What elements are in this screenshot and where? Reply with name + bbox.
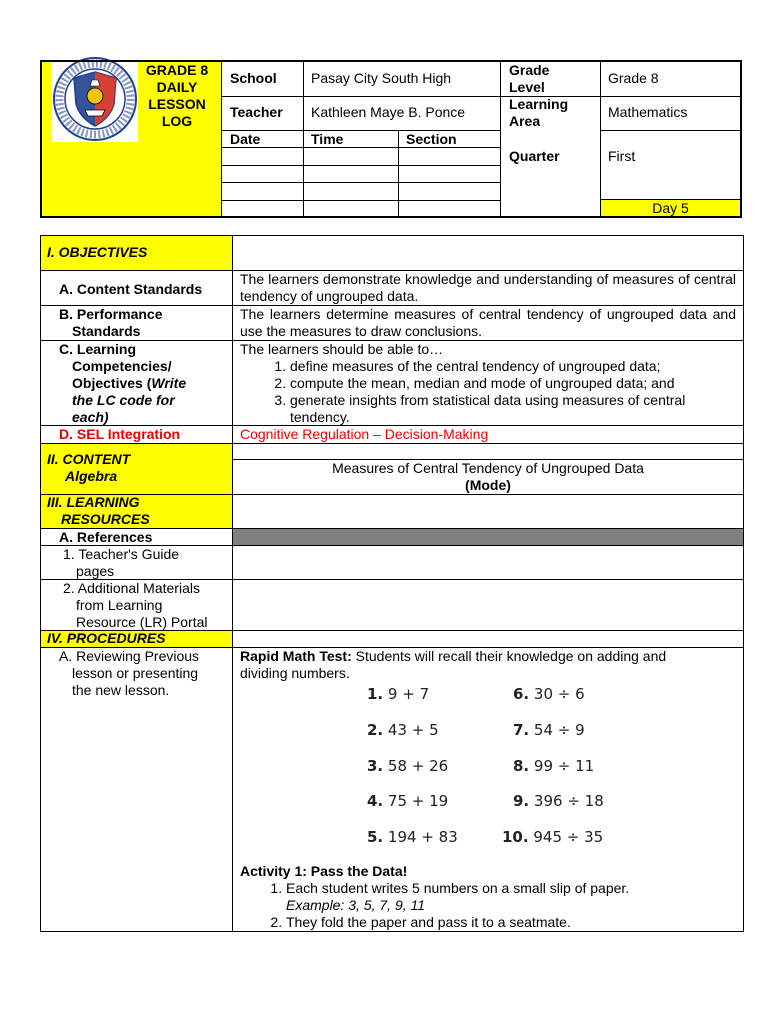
objectives-heading: I. OBJECTIVES: [47, 244, 148, 260]
header-title-line-1: GRADE 8: [145, 62, 209, 78]
competencies-label-line-5: each): [72, 409, 109, 425]
references-gray-bar: [233, 529, 743, 545]
header-title-line-2: DAILY: [156, 79, 198, 95]
math-item-2: [367, 721, 439, 739]
additional-materials-line-3: Resource (LR) Portal: [76, 614, 208, 630]
content-heading-sub: Algebra: [65, 468, 118, 484]
procedures-heading: IV. PROCEDURES: [47, 630, 166, 646]
math-item-1-num: 1.: [367, 685, 384, 703]
header-title-line-4: LOG: [161, 113, 193, 129]
performance-standards-label-line-2: Standards: [72, 323, 141, 339]
activity-1-step-1: [286, 880, 736, 914]
learning-area-label: Learning Area: [509, 96, 569, 129]
math-item-9-num: 9.: [513, 792, 530, 810]
competencies-content: [240, 341, 736, 426]
teacher-label: Teacher: [230, 104, 283, 120]
activity-1-step-2: 2. They fold the paper and pass it to a seatmate.: [286, 914, 736, 931]
activity-1-step-1-text: Each student writes 5 numbers on a small slip of paper.: [286, 880, 630, 896]
competency-item-3: 3. generate insights from statistical data using measures of central tendency.: [290, 392, 736, 426]
math-item-8: [513, 757, 594, 775]
competencies-label-line-1: C. Learning: [59, 341, 137, 357]
day-value: Day 5: [652, 200, 689, 216]
additional-materials-line-2: from Learning: [76, 597, 163, 613]
math-item-10-num: 10.: [502, 828, 529, 846]
performance-standards-text: The learners determine measures of central tendency of ungrouped data and use the measures to draw conclusions.: [240, 306, 736, 339]
math-item-7: [513, 721, 585, 739]
activity-1: [240, 863, 736, 931]
teachers-guide-line-2: pages: [76, 563, 115, 579]
math-item-3-expr: 58 + 26: [387, 757, 449, 775]
activity-1-steps: [240, 880, 736, 931]
math-item-7-num: 7.: [513, 721, 530, 739]
teacher-value: Kathleen Maye B. Ponce: [311, 104, 466, 120]
rapid-math-text-1: Students will recall their knowledge on adding and: [351, 648, 667, 664]
school-label: School: [230, 70, 277, 86]
quarter-label: Quarter: [509, 148, 560, 164]
time-label: Time: [311, 131, 344, 147]
competencies-label: [59, 341, 186, 426]
rapid-math-title: Rapid Math Test:: [240, 648, 352, 664]
content-heading-title: II. CONTENT: [47, 451, 131, 467]
resources-heading-line-2: RESOURCES: [61, 511, 150, 527]
competency-item-1: 1. define measures of the central tendency of ungrouped data;: [290, 358, 736, 375]
content-heading: [47, 451, 130, 485]
rapid-math-intro: [240, 648, 736, 682]
activity-1-example-text: Example: 3, 5, 7, 9, 11: [286, 897, 426, 913]
content-topic-sub: (Mode): [465, 477, 511, 493]
review-label-line-1: A. Reviewing Previous: [59, 648, 200, 664]
math-item-8-expr: 99 ÷ 11: [533, 757, 595, 775]
teachers-guide-line-1: 1. Teacher's Guide: [63, 546, 180, 562]
deped-seal-icon: [52, 56, 138, 142]
header-title: [134, 62, 220, 130]
sel-integration-text: Cognitive Regulation – Decision-Making: [240, 426, 489, 442]
math-item-5-num: 5.: [367, 828, 384, 846]
math-item-6-expr: 30 ÷ 6: [533, 685, 585, 703]
section-label: Section: [406, 131, 457, 147]
competencies-label-line-2: Competencies/: [72, 358, 172, 374]
math-item-6: [513, 685, 585, 703]
activity-1-example: [286, 897, 736, 914]
math-item-9: [513, 792, 604, 810]
additional-materials-label: [63, 580, 208, 631]
math-item-6-num: 6.: [513, 685, 530, 703]
math-item-4-expr: 75 + 19: [387, 792, 449, 810]
math-item-10-expr: 945 ÷ 35: [533, 828, 604, 846]
math-item-2-expr: 43 + 5: [387, 721, 439, 739]
grade-level-value: Grade 8: [608, 70, 659, 86]
additional-materials-line-1: 2. Additional Materials: [63, 580, 200, 596]
math-item-9-expr: 396 ÷ 18: [533, 792, 604, 810]
competencies-list: [240, 358, 736, 426]
date-label: Date: [230, 131, 261, 147]
math-item-10: [502, 828, 603, 846]
resources-heading: [47, 494, 150, 528]
math-test-left: [360, 677, 460, 857]
content-topic-title: Measures of Central Tendency of Ungrouped Data: [332, 460, 644, 476]
competencies-label-line-3: [59, 375, 186, 392]
content-standards-text: The learners demonstrate knowledge and understanding of measures of central tendency of ungrouped data.: [240, 271, 736, 304]
rapid-math-line-1: [240, 648, 736, 665]
learning-area-value: Mathematics: [608, 104, 688, 120]
math-item-1-expr: 9 + 7: [387, 685, 430, 703]
math-item-4-num: 4.: [367, 792, 384, 810]
math-test-right: [500, 677, 615, 857]
resources-heading-line-1: III. LEARNING: [47, 494, 140, 510]
math-item-3: [367, 757, 448, 775]
review-label-line-2: lesson or presenting: [72, 665, 199, 681]
header-title-line-3: LESSON: [148, 96, 206, 112]
rapid-math-line-2: dividing numbers.: [240, 665, 350, 681]
competencies-label-line-4: the LC code for: [72, 392, 175, 408]
content-standards-label: A. Content Standards: [59, 281, 203, 297]
math-item-1: [367, 685, 429, 703]
math-item-5: [367, 828, 458, 846]
math-item-8-num: 8.: [513, 757, 530, 775]
competencies-intro: The learners should be able to…: [240, 341, 444, 357]
math-item-2-num: 2.: [367, 721, 384, 739]
school-value: Pasay City South High: [311, 70, 452, 86]
math-item-5-expr: 194 + 83: [387, 828, 458, 846]
content-topic: [233, 460, 743, 494]
review-label: [59, 648, 199, 699]
math-item-4: [367, 792, 448, 810]
teachers-guide-label: [63, 546, 179, 580]
grade-level-label: Grade Level: [509, 62, 550, 95]
references-label: A. References: [59, 529, 153, 545]
competencies-label-line-3b: Write: [151, 375, 187, 391]
competency-item-2: 2. compute the mean, median and mode of ungrouped data; and: [290, 375, 736, 392]
activity-1-title: Activity 1: Pass the Data!: [240, 863, 408, 879]
performance-standards-label-line-1: B. Performance: [59, 306, 163, 322]
sel-integration-label: D. SEL Integration: [59, 426, 181, 442]
math-item-7-expr: 54 ÷ 9: [533, 721, 585, 739]
competencies-label-line-3a: Objectives (: [72, 375, 152, 391]
performance-standards-label: [59, 306, 162, 340]
deped-seal: [52, 56, 138, 142]
quarter-value: First: [608, 148, 636, 164]
math-item-3-num: 3.: [367, 757, 384, 775]
review-label-line-3: the new lesson.: [72, 682, 170, 698]
